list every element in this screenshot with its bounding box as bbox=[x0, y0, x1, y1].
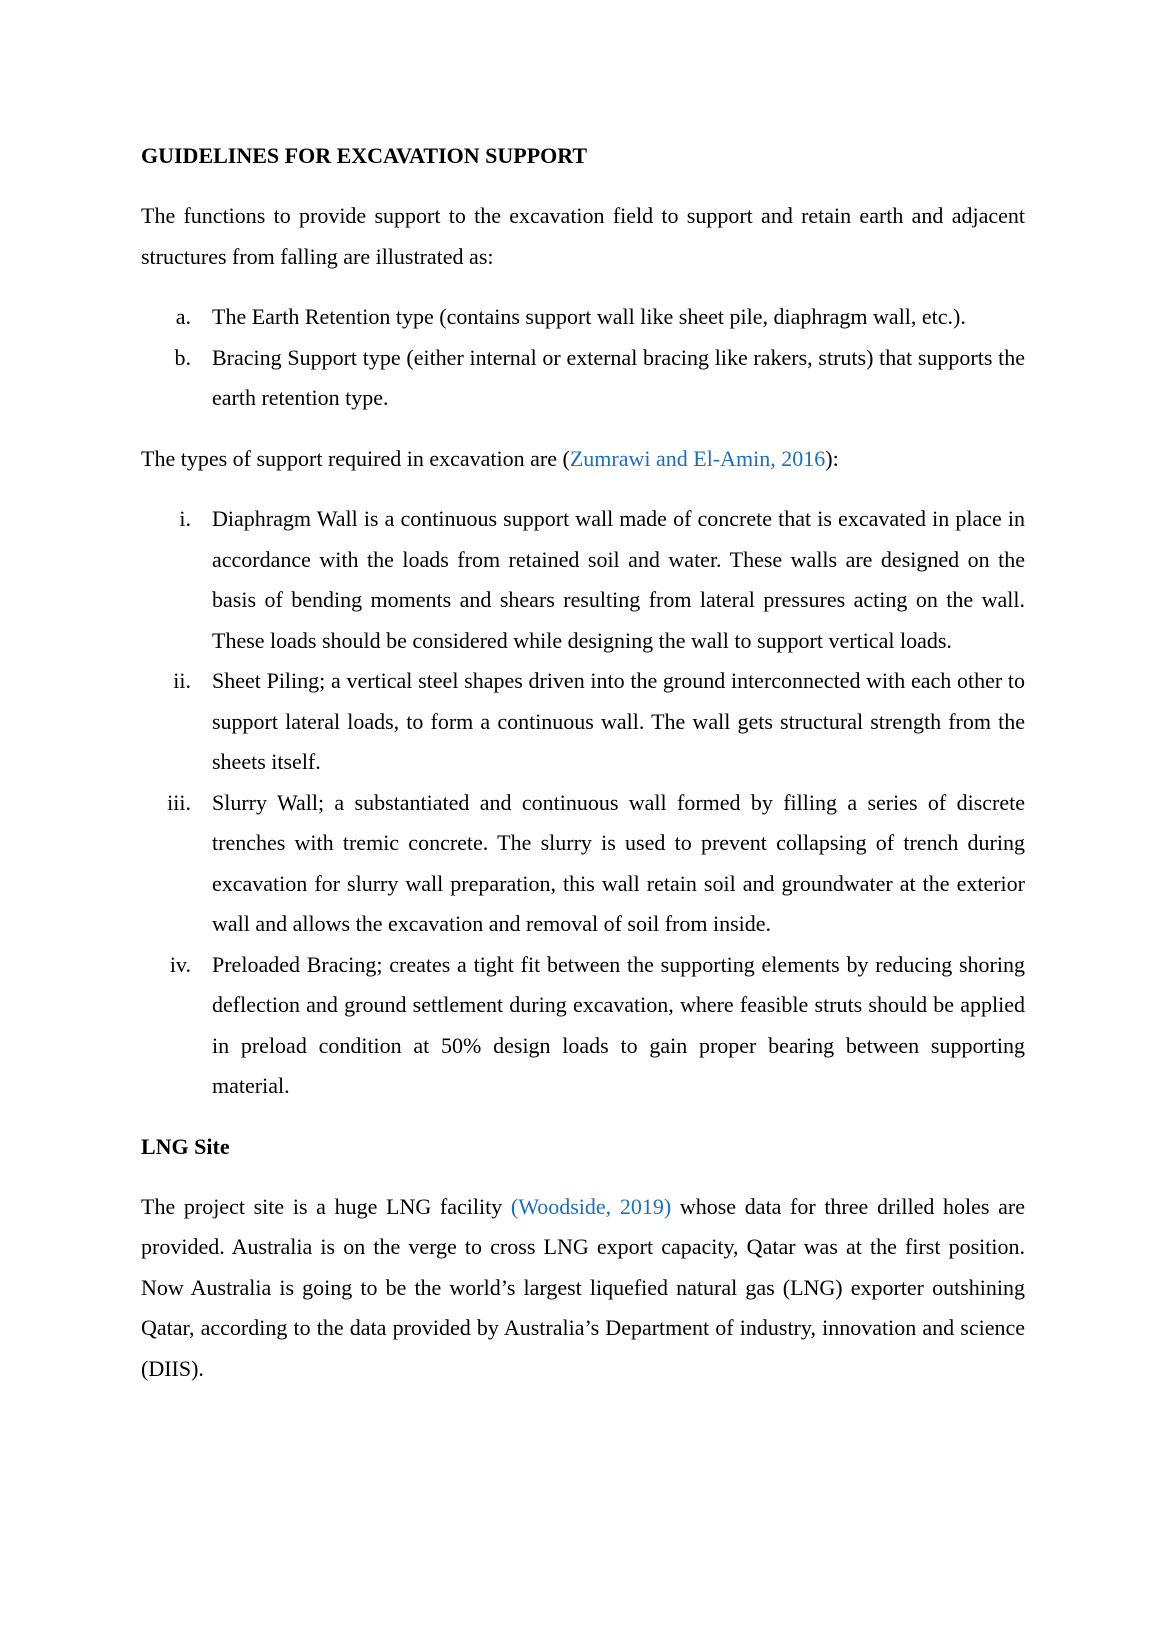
list-item bbox=[141, 499, 1025, 661]
types-intro-paragraph bbox=[141, 439, 1025, 480]
list-item-text: The Earth Retention type (contains support wall like sheet pile, diaphragm wall, etc.). bbox=[212, 304, 966, 329]
list-marker: a. bbox=[175, 304, 191, 329]
list-item-text: Preloaded Bracing; creates a tight fit between the supporting elements by reducing shoring deflection and ground settlement during excavation, where feasible struts should be applied in preload condition at 50% design loads to gain proper bearing between supporting material. bbox=[212, 951, 1025, 1098]
lng-text: The project site is a huge LNG facility bbox=[141, 1193, 511, 1219]
list-item bbox=[141, 945, 1025, 1107]
list-marker: ii. bbox=[173, 668, 191, 693]
list-item-text: Diaphragm Wall is a continuous support wall made of concrete that is excavated in place in accordance with the loads from retained soil and water. These walls are designed on the basis of bending moments and shears resulting from lateral pressures acting on the wall. These loads should be considered while designing the wall to support vertical loads. bbox=[212, 506, 1025, 653]
list-marker: iii. bbox=[167, 789, 191, 815]
list-item bbox=[141, 338, 1025, 419]
list-item bbox=[141, 783, 1025, 945]
list-item bbox=[141, 661, 1025, 783]
citation-link-zumrawi[interactable]: Zumrawi and El-Amin, 2016 bbox=[569, 445, 826, 471]
list-item bbox=[141, 297, 1025, 338]
list-item-text: Slurry Wall; a substantiated and continuous wall formed by filling a series of discrete trenches with tremic concrete. The slurry is used to prevent collapsing of trench during excavation for slurry wall preparation, this wall retain soil and groundwater at the exterior wall and allows the excavation and removal of soil from inside. bbox=[212, 789, 1025, 936]
types-intro-text: The types of support required in excavation are ( bbox=[141, 445, 570, 471]
support-types-list bbox=[141, 499, 1025, 1107]
list-marker: b. bbox=[174, 344, 191, 370]
citation-link-woodside[interactable]: (Woodside, 2019) bbox=[510, 1193, 672, 1219]
section-heading-excavation-support: GUIDELINES FOR EXCAVATION SUPPORT bbox=[141, 143, 588, 168]
list-marker: i. bbox=[179, 506, 191, 531]
intro-paragraph: The functions to provide support to the excavation field to support and retain earth and adjacent structures from falling are illustrated as: bbox=[141, 203, 1025, 269]
lng-paragraph bbox=[141, 1187, 1025, 1390]
list-marker: iv. bbox=[169, 951, 191, 977]
list-item-text: Bracing Support type (either internal or external bracing like rakers, struts) that supports the earth retention type. bbox=[212, 344, 1025, 410]
types-intro-text-end: ): bbox=[825, 445, 839, 471]
section-heading-lng-site: LNG Site bbox=[141, 1133, 230, 1159]
lng-text-end: whose data for three drilled holes are provided. Australia is on the verge to cross LNG export capacity, Qatar was at the first position. Now Australia is going to be the world’s largest liquefied natural gas (LNG) exporter outshining Qatar, according to the data provided by Australia’s Department of industry, innovation and science (DIIS). bbox=[141, 1193, 1026, 1381]
functions-list bbox=[141, 297, 1025, 419]
list-item-text: Sheet Piling; a vertical steel shapes driven into the ground interconnected with each other to support lateral loads, to form a continuous wall. The wall gets structural strength from the sheets itself. bbox=[212, 668, 1025, 774]
document-page bbox=[141, 136, 1025, 1409]
